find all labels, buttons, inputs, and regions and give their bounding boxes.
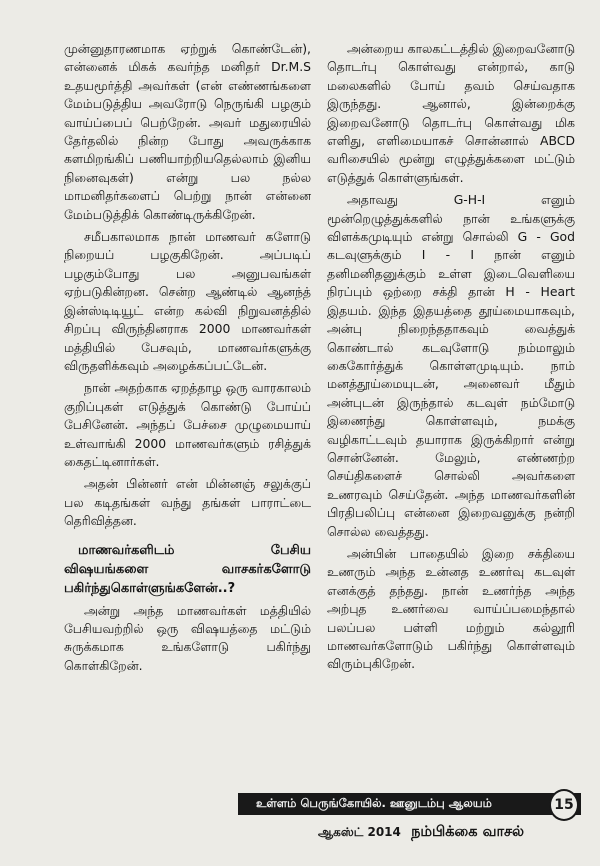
paragraph: அன்றைய காலகட்டத்தில் இறைவனோடு தொடர்பு கொள்வது என்றால், காடு மலைகளில் போய் தவம் செய்வதாக இருந்தது. ஆனால், இன்றைக்கு இறைவனோடு தொடர்பு கொள்வது மிக எளிது, எளிமையாகச் சொன்னால் ABCD வரிசையில் மூன்று எழுத்துக்களை மட்டும் எடுத்துக் கொள்ளுங்கள். xyxy=(327,41,575,185)
paragraph: அதன் பின்னர் என் மின்னஞ் சலுக்குப் பல கடிதங்கள் வந்து தங்கள் பாராட்டை தெரிவித்தன. xyxy=(64,476,311,529)
paragraph: நான் அதற்காக ஏறத்தாழ ஒரு வாரகாலம் குறிப்புகள் எடுத்துக் கொண்டு போய்ப் பேசினேன். அந்தப் பேச்சை முழுமையாய் உள்வாங்கி 2000 மாணவர்களும் ரசித்துக் கைதட்டினார்கள். xyxy=(64,380,311,469)
right-column xyxy=(327,40,575,674)
question-text: விஷயங்களை xyxy=(64,561,149,577)
paragraph: முன்னுதாரணமாக ஏற்றுக் கொண்டேன்), என்னைக் மிகக் கவர்ந்த மனிதர் Dr.M.S உதயமூர்த்தி அவர்கள் (என் எண்ணங்களை மேம்படுத்திய அவரோடு நெருங்கி பழகும் வாய்ப்பைப் பெற்றேன். அவர் மதுரையில் தேர்தலில் நின்ற போது அவருக்காக களமிறங்கிப் பணியாற்றியதெல்லாம் இனிய நினைவுகள்) என்று பல நல்ல மாமனிதர்களைப் பெற்று நான் என்னை மேம்படுத்திக் கொண்டிருக்கிறேன். xyxy=(64,41,311,222)
issue-date: ஆகஸ்ட் 2014 xyxy=(318,825,401,839)
left-column xyxy=(64,40,311,675)
paragraph: அதாவது G-H-I எனும் மூன்றெழுத்துக்களில் நான் உங்களுக்கு விளக்கமுடியும் என்று சொல்லி G - God கடவுளுக்கும் I - I நான் எனும் தனிமனிதனுக்கும் உள்ள இடைவெளியை நிரப்பும் ஒற்றை சக்தி தான் H - Heart இதயம். இந்த இதயத்தை தூய்மையாகவும், அன்பு நிறைந்ததாகவும் வைத்துக் கொண்டால் கடவுளோடு நம்மாலும் கைகோர்த்துக் கொள்ளமுடியும். நாம் மனத்தூய்மையுடன், அனைவர் மீதும் அன்புடன் இருந்தால் கடவுள் நம்மோடு இணைந்து கொள்ளவும், நமக்கு வழிகாட்டவும் தயாராக இருக்கிறார் என்று சொன்னேன். மேலும், எண்ணற்ற செய்திகளைச் சொல்லி அவர்களை உணரவும் செய்தேன். அந்த மாணவர்களின் பிரதிபலிப்பு என்னை இறைவனுக்கு நன்றி சொல்ல வைத்தது. xyxy=(327,192,575,539)
question-text: மாணவர்களிடம் xyxy=(78,542,175,558)
page-footer-bar xyxy=(238,793,581,815)
question-text: பகிர்ந்துகொள்ளுங்களேன்..? xyxy=(64,580,236,596)
interview-question xyxy=(64,541,311,598)
magazine-name: நம்பிக்கை வாசல் xyxy=(411,824,525,840)
question-text: பேசிய xyxy=(270,542,311,558)
paragraph: அன்று அந்த மாணவர்கள் மத்தியில் பேசியவற்றில் ஒரு விஷயத்தை மட்டும் சுருக்கமாக உங்களோடு பகிர்ந்து கொள்கிறேன். xyxy=(64,602,311,673)
page-number: 15 xyxy=(549,789,579,821)
column-divider xyxy=(319,38,320,786)
footer-tagline: உள்ளம் பெருங்கோயில். ஊனுடம்பு ஆலயம் xyxy=(256,796,492,810)
paragraph: அன்பின் பாதையில் இறை சக்தியை உணரும் அந்த உன்னத உணர்வு கடவுள் எனக்குத் தந்தது. நான் உணர்ந்த அந்த அற்புத உணர்வை வாய்ப்பமைந்தால் பலப்பல பள்ளி மற்றும் கல்லூரி மாணவர்களோடும் பகிர்ந்து கொள்ளவும் விரும்புகிறேன். xyxy=(327,545,575,672)
issue-footer xyxy=(318,824,524,842)
paragraph: சமீபகாலமாக நான் மாணவர் களோடு நிறையப் பழகுகிறேன். அப்படிப் பழகும்போது பல அனுபவங்கள் ஏற்படுகின்றன. சென்ற ஆண்டில் ஆனந்த் இன்ஸ்டிடியூட் என்ற கல்வி நிறுவனத்தில் சிறப்பு விருந்தினராக 2000 மாணவர்கள் மத்தியில் பேசவும், மாணவர்களுக்கு விருதளிக்கவும் அழைக்கப்பட்டேன். xyxy=(64,229,311,373)
question-text: வாசகர்களோடு xyxy=(221,561,311,577)
